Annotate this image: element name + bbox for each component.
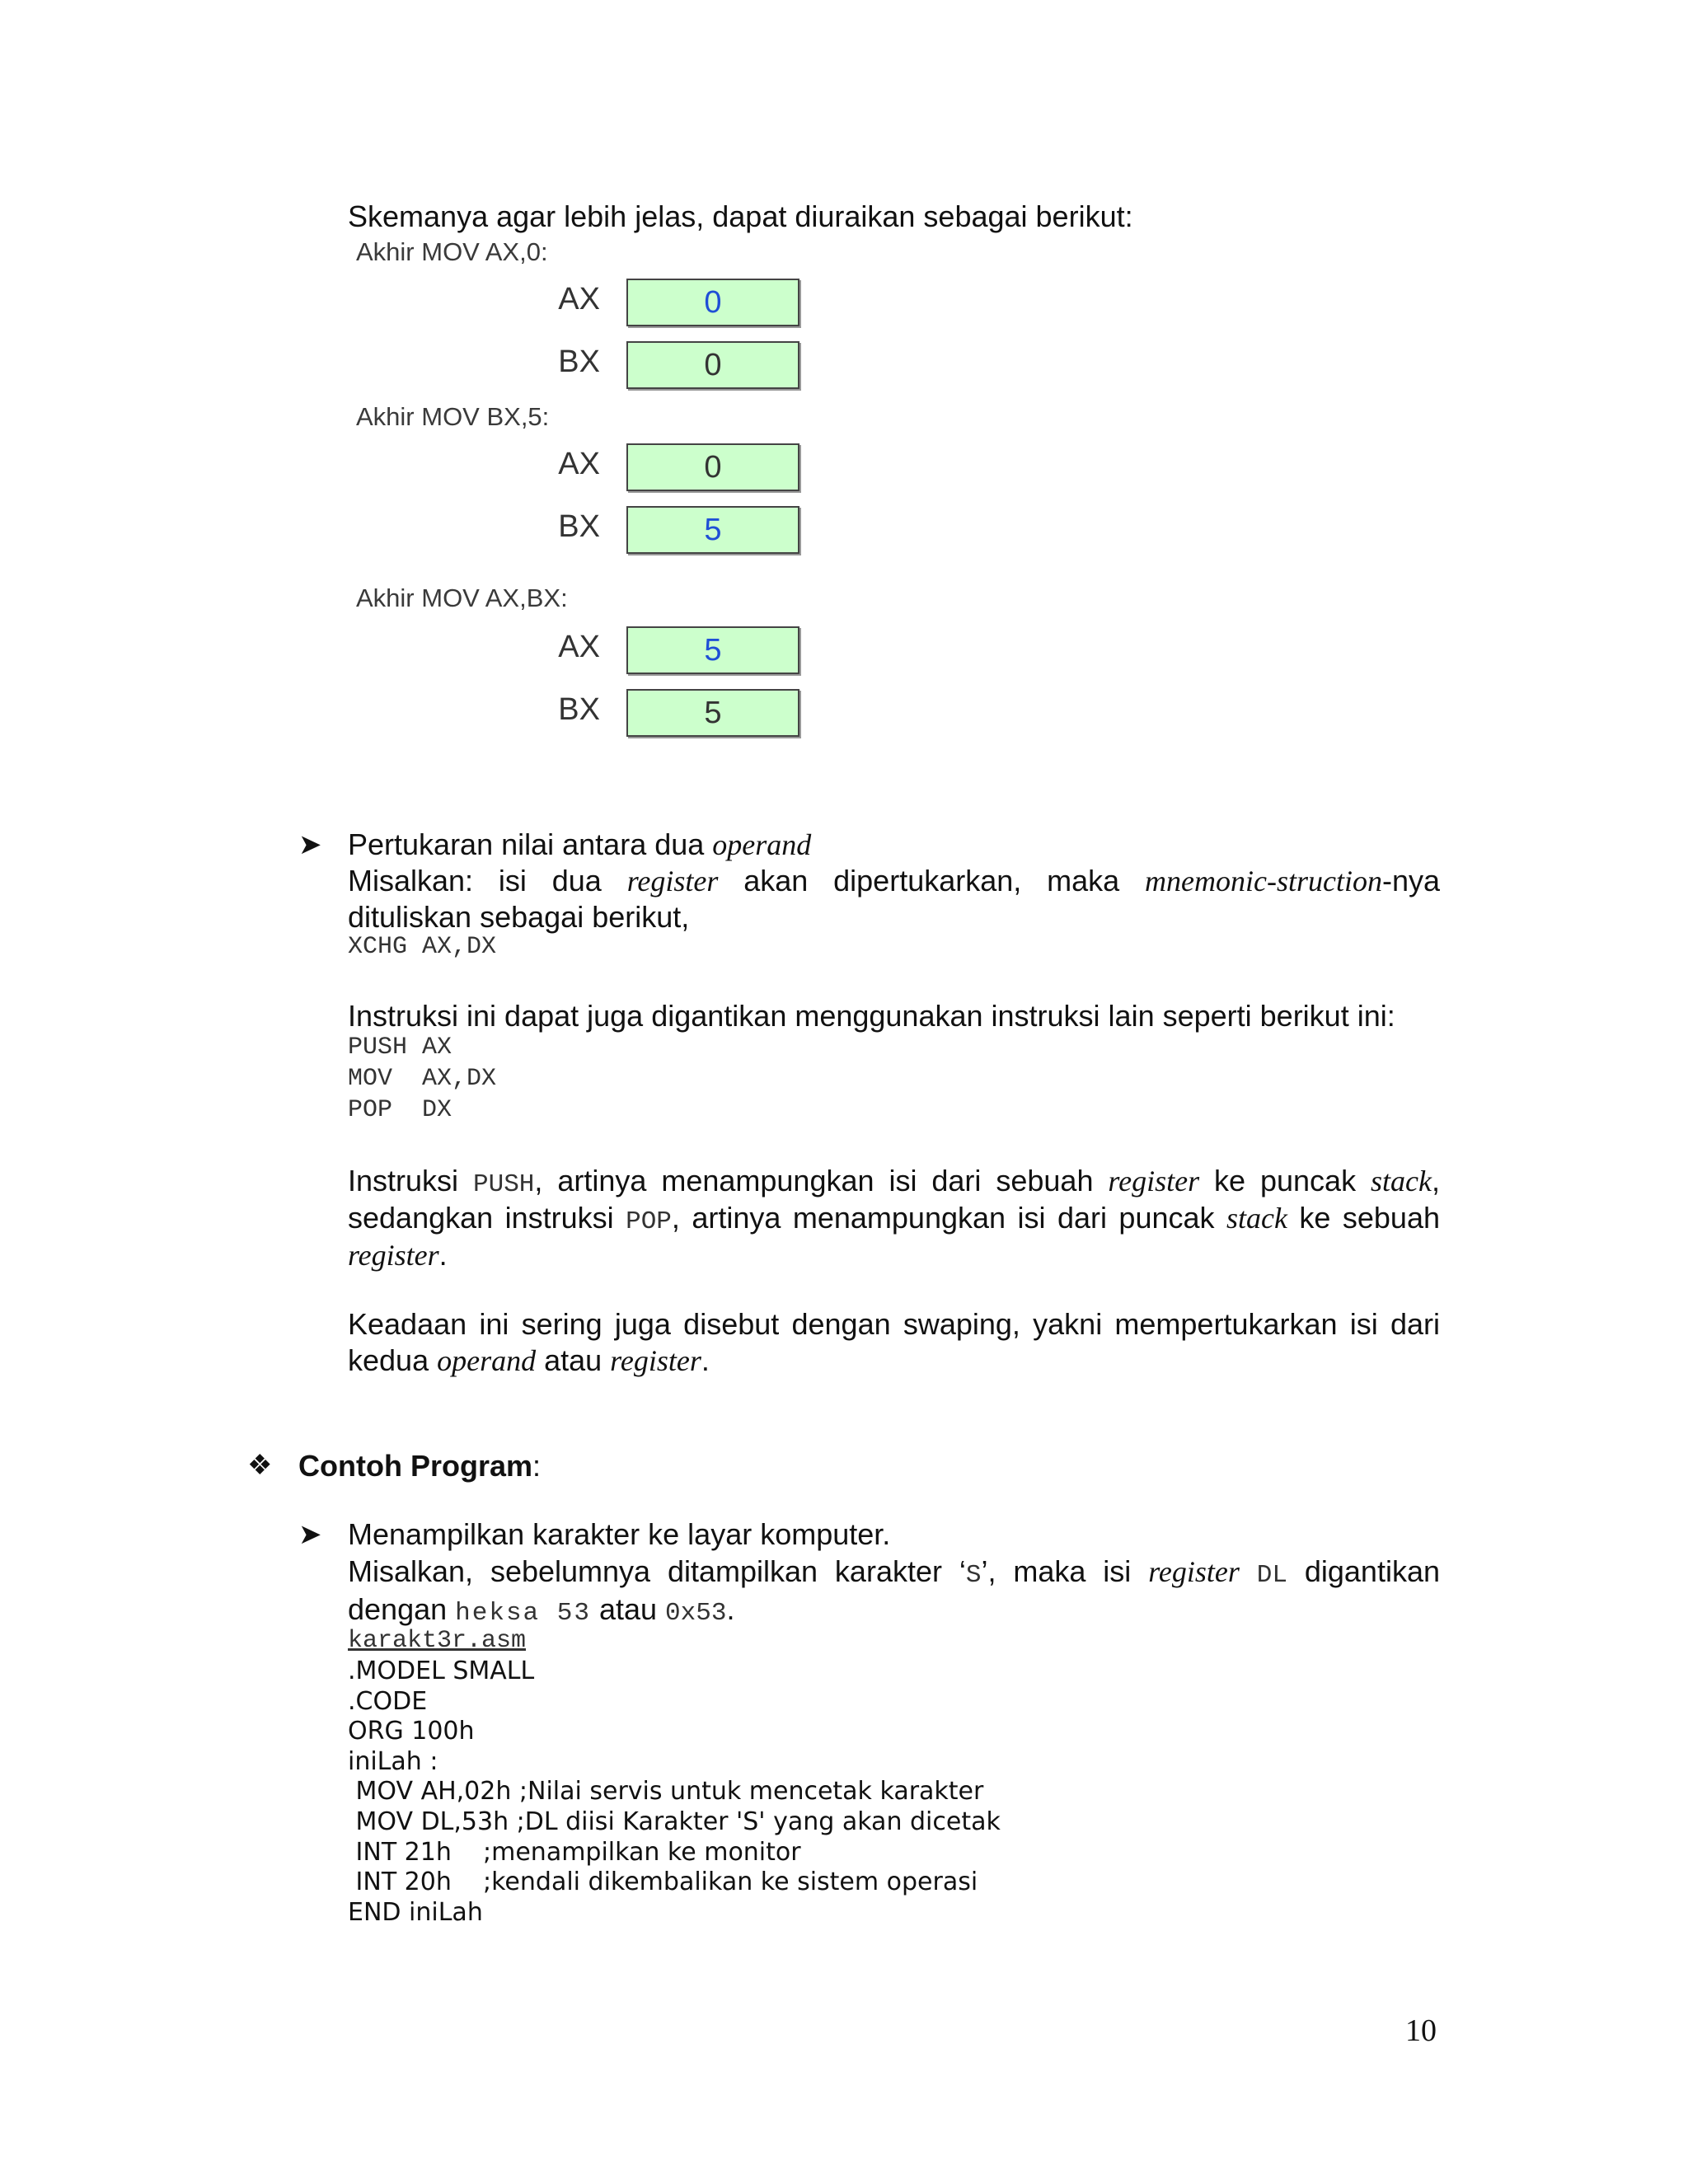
filename-link[interactable]: karakt3r.asm — [348, 1627, 527, 1655]
code-line: XCHG AX,DX — [348, 933, 497, 961]
diamond-bullet-icon: ❖ — [247, 1450, 273, 1481]
paragraph: Misalkan: isi dua register akan dipertukarkan, maka mnemonic-struction-nya — [348, 864, 1441, 898]
paragraph: Keadaan ini sering juga disebut dengan swaping, yakni mempertukarkan isi dari — [348, 1307, 1440, 1341]
paragraph: sedangkan instruksi POP, artinya menampungkan isi dari puncak stack ke sebuah — [348, 1201, 1440, 1236]
register-box-ax: 0 — [626, 279, 799, 326]
register-label-bx: BX — [558, 344, 600, 379]
program-code: .MODEL SMALL .CODE ORG 100h iniLah : MOV AH,02h ;Nilai servis untuk mencetak karakter MOV DL,53h ;DL diisi Karakter 'S' yang akan dicetak INT 21h ;menampilkan ke monitor INT 20h ;kendali dikembalikan ke sistem operasi END iniLah — [348, 1657, 1001, 1927]
register-box-bx: 5 — [626, 506, 799, 554]
register-box-ax: 5 — [626, 626, 799, 674]
arrow-bullet-icon: ➤ — [298, 829, 322, 860]
section-title: Contoh Program: — [298, 1449, 542, 1483]
page-number: 10 — [1405, 2013, 1437, 2048]
register-label-ax: AX — [558, 282, 600, 316]
diagram-caption: Akhir MOV AX,BX: — [356, 583, 568, 612]
paragraph: Instruksi PUSH, artinya menampungkan isi dari sebuah register ke puncak stack, — [348, 1164, 1440, 1199]
register-label-ax: AX — [558, 630, 600, 664]
diagram-caption: Akhir MOV AX,0: — [356, 237, 548, 266]
register-label-bx: BX — [558, 509, 600, 544]
paragraph: dengan heksa 53 atau 0x53. — [348, 1592, 735, 1628]
paragraph: Misalkan, sebelumnya ditampilkan karakter ‘S’, maka isi register DL digantikan — [348, 1554, 1440, 1590]
section-heading — [348, 826, 811, 865]
intro-text: Skemanya agar lebih jelas, dapat diuraikan sebagai berikut: — [348, 199, 1133, 233]
code-block: PUSH AX MOV AX,DX POP DX — [348, 1033, 497, 1124]
list-item: Menampilkan karakter ke layar komputer. — [348, 1517, 891, 1551]
diagram-caption: Akhir MOV BX,5: — [356, 402, 550, 431]
paragraph: register. — [348, 1238, 448, 1272]
heading-text: Pertukaran nilai antara dua — [348, 827, 713, 861]
register-box-ax: 0 — [626, 443, 799, 491]
arrow-bullet-icon: ➤ — [298, 1519, 322, 1550]
register-box-bx: 0 — [626, 341, 799, 389]
heading-term: operand — [712, 828, 812, 861]
register-label-ax: AX — [558, 447, 600, 481]
paragraph: dituliskan sebagai berikut, — [348, 900, 690, 934]
register-box-bx: 5 — [626, 689, 799, 737]
register-label-bx: BX — [558, 692, 600, 727]
paragraph: kedua operand atau register. — [348, 1343, 710, 1377]
paragraph: Instruksi ini dapat juga digantikan menggunakan instruksi lain seperti berikut ini: — [348, 999, 1395, 1033]
